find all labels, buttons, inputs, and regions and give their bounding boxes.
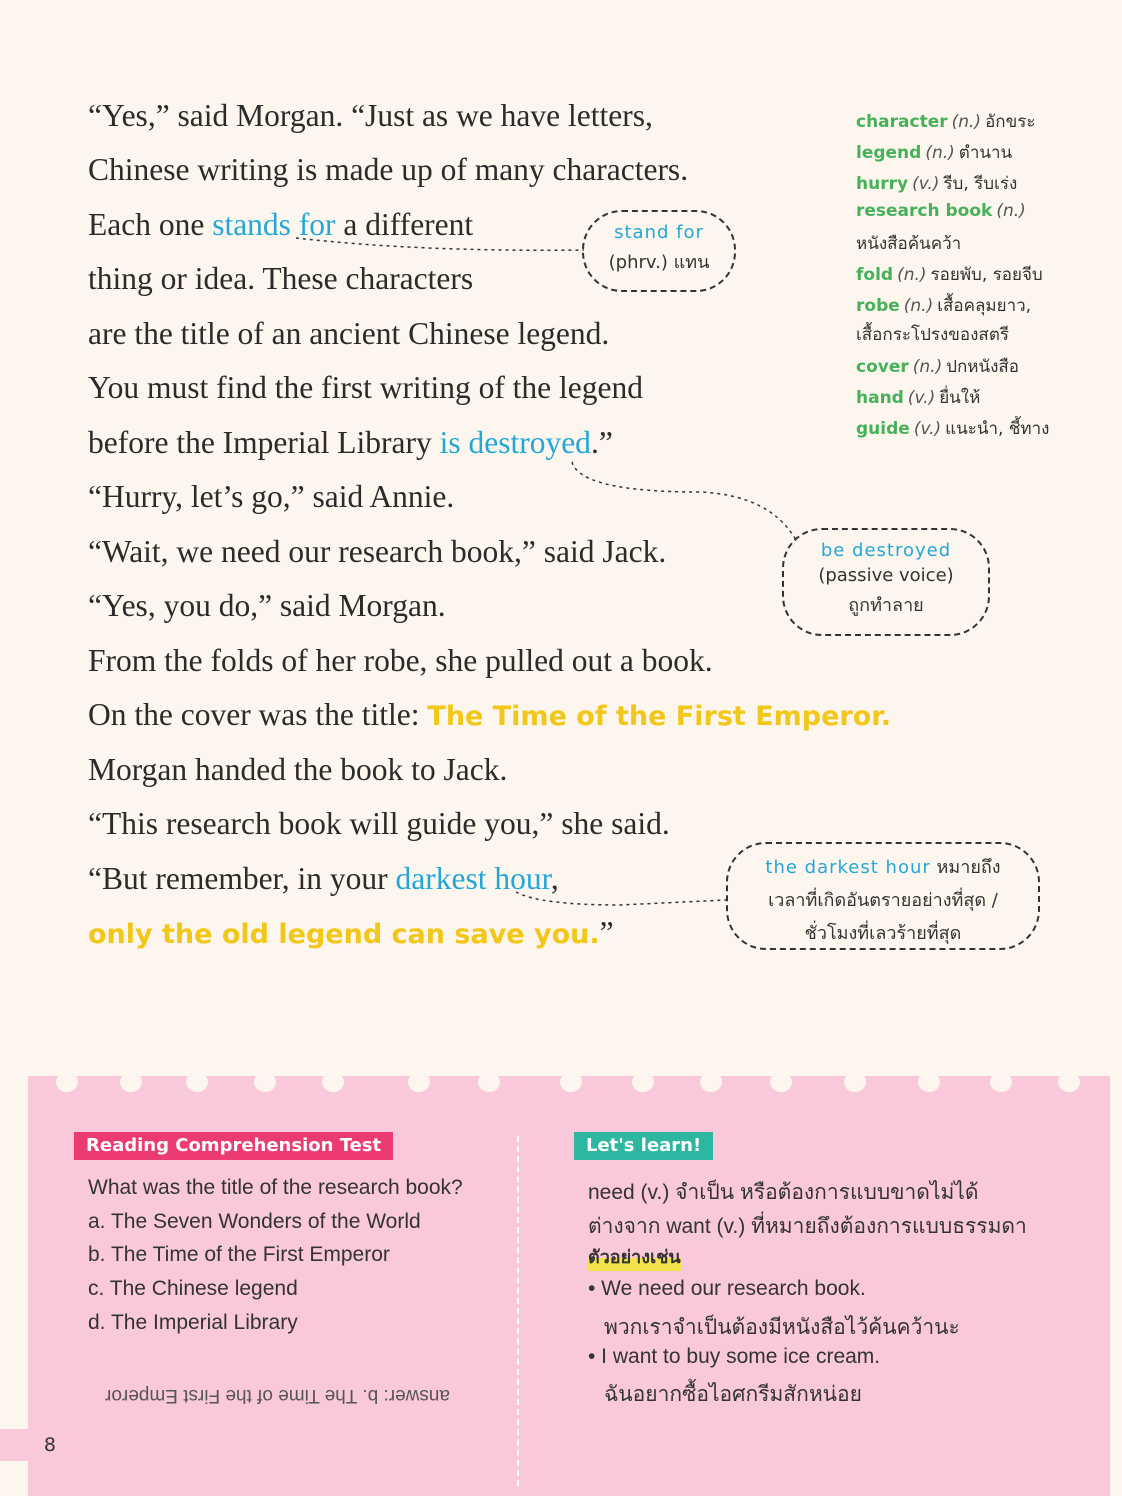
vocab-pos: (n.) [897,265,927,285]
bubble-meaning: (passive voice) [818,565,954,586]
example-translation: ฉันอยากซื้อไอศกรีมสักหน่อย [604,1383,862,1406]
vocab-meaning: อักขระ [985,112,1036,132]
story-line-text: “But remember, in your [88,861,396,896]
quiz-tag: Reading Comprehension Test [74,1132,393,1160]
page-number-text: 8 [43,1434,56,1456]
example-translation: พวกเราจำเป็นต้องมีหนังสือไว้ค้นคว้านะ [604,1316,960,1339]
bubble-stand-for [582,210,736,292]
page-number [0,1429,78,1461]
vocab-pos: (v.) [907,388,936,408]
bubble-meaning: เวลาที่เกิดอันตรายอย่างที่สุด / [768,890,998,911]
story-line-text: Chinese writing is made up of many characters. [88,152,689,187]
story-line-text: “This research book will guide you,” she said. [88,806,670,841]
quiz-question: What was the title of the research book? [88,1176,463,1199]
story-line-text: ” [599,915,614,950]
quiz-answer-upside-down: answer: b. The Time of the First Emperor [105,1385,450,1406]
punch-hole [120,1072,142,1092]
punch-hole [844,1072,866,1092]
bubble-term: the darkest hour [765,857,931,878]
vocab-meaning: เสื้อกระโปรงของสตรี [856,325,1009,345]
vocab-pos: (n.) [912,357,943,377]
vocab-pos: (n.) [996,201,1026,221]
story-line-text: a different [335,207,474,242]
vocab-word: legend [856,143,922,163]
vocab-pos: (n.) [951,112,982,132]
vocab-word: research book [856,201,993,221]
bubble-meaning: ชั่วโมงที่เลวร้ายที่สุด [804,923,962,944]
story-line-text: thing or idea. These characters [88,261,474,296]
punch-hole [1058,1072,1080,1092]
quiz-option[interactable]: a. The Seven Wonders of the World [88,1210,421,1233]
highlight-stand-for: stands for [212,207,336,242]
story-line-text: before the Imperial Library [88,425,440,460]
bubble-meaning: ถูกทำลาย [848,595,924,616]
vocab-item [856,261,1043,288]
story-line-text: On the cover was the title: [88,697,428,732]
bubble-darkest-hour [726,842,1040,950]
punch-hole [990,1072,1012,1092]
story-line-text: , [550,861,559,896]
vocab-item [856,170,1017,197]
learn-text: ต่างจาก want (v.) ที่หมายถึงต้องการแบบธรรมดา [588,1215,1027,1238]
bubble-meaning: (phrv.) แทน [608,252,710,273]
vocab-pos: (v.) [913,419,942,439]
vocab-item [856,292,1031,319]
bubble-meaning: หมายถึง [930,857,1001,878]
learn-tag: Let's learn! [574,1132,713,1160]
quiz-option[interactable]: d. The Imperial Library [88,1311,298,1334]
quiz-option[interactable]: b. The Time of the First Emperor [88,1243,390,1266]
highlight-is-destroyed: is destroyed [439,425,591,460]
quiz-option[interactable]: c. The Chinese legend [88,1277,298,1300]
punch-hole [186,1072,208,1092]
vocab-item [856,353,1019,380]
vocab-item [856,321,1009,348]
vocab-item [856,230,961,257]
panel-divider [517,1136,519,1486]
vocab-word: hurry [856,174,909,194]
vocab-word: robe [856,296,900,316]
vocab-pos: (v.) [912,174,940,194]
vocab-meaning: รีบ, รีบเร่ง [943,174,1018,194]
vocab-pos: (n.) [903,296,934,316]
vocab-word: cover [856,357,909,377]
story-line-text: “Yes, you do,” said Morgan. [88,588,446,623]
punch-hole [322,1072,344,1092]
vocab-meaning: ปกหนังสือ [946,357,1020,377]
punch-hole [770,1072,792,1092]
bubble-term: be destroyed [820,540,952,561]
story-line-text: are the title of an ancient Chinese legend. [88,316,610,351]
punch-hole [918,1072,940,1092]
vocab-item [856,201,1030,221]
vocab-item [856,384,980,411]
vocab-item [856,108,1035,135]
example-sentence: • We need our research book. [588,1277,866,1300]
punch-hole [56,1072,78,1092]
vocab-pos: (n.) [925,143,955,163]
legend-highlight: only the old legend can save you. [88,919,600,950]
vocab-meaning: หนังสือค้นคว้า [856,234,962,254]
learn-text: need (v.) จำเป็น หรือต้องการแบบขาดไม่ได้ [588,1181,979,1204]
story-line-text: From the folds of her robe, she pulled out a book. [88,643,713,678]
vocab-meaning: เสื้อคลุมยาว, [937,296,1032,316]
example-sentence: • I want to buy some ice cream. [588,1345,881,1368]
vocab-meaning: ตำนาน [958,143,1013,163]
vocab-word: hand [856,388,904,408]
punch-hole [408,1072,430,1092]
punch-hole [632,1072,654,1092]
vocab-meaning: ยื่นให้ [939,388,981,408]
story-line-text: Each one [88,207,213,242]
vocab-item [856,139,1012,166]
punch-hole [254,1072,276,1092]
vocab-word: character [856,112,948,132]
vocab-meaning: แนะนำ, ชี้ทาง [945,419,1050,439]
example-label: ตัวอย่างเช่น [588,1242,681,1271]
punch-hole [700,1072,722,1092]
story-line-text: Morgan handed the book to Jack. [88,752,508,787]
story-line-text: You must find the first writing of the legend [88,370,644,405]
bubble-term: stand for [614,222,704,243]
highlight-darkest-hour: darkest hour [395,861,551,896]
vocab-word: fold [856,265,894,285]
vocab-item [856,415,1049,442]
story-line-text: .” [590,425,613,460]
story-line-text: “Wait, we need our research book,” said Jack. [88,534,667,569]
bubble-be-destroyed [782,528,990,636]
punch-hole [478,1072,500,1092]
story-line-text: “Hurry, let’s go,” said Annie. [88,479,455,514]
book-title-highlight: The Time of the First Emperor. [427,701,892,732]
vocab-meaning: รอยพับ, รอยจีบ [930,265,1043,285]
punch-hole [560,1072,582,1092]
vocab-word: guide [856,419,910,439]
story-line-text: “Yes,” said Morgan. “Just as we have letters, [88,98,653,133]
